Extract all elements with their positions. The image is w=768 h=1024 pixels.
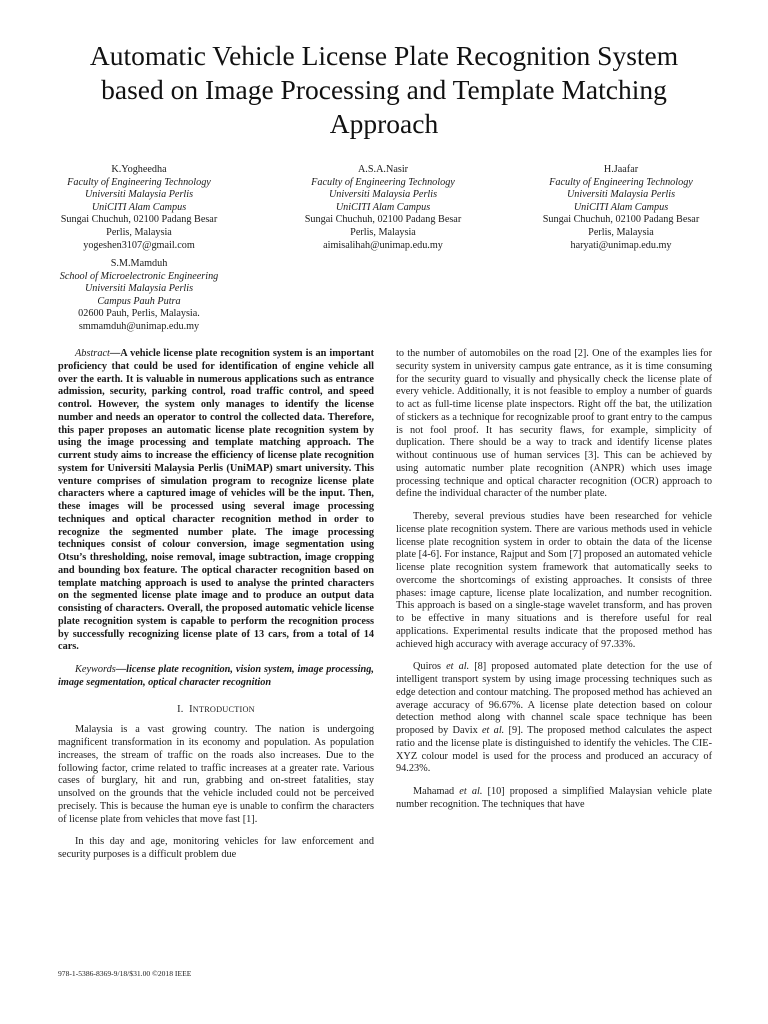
author-address: Perlis, Malaysia: [588, 226, 654, 238]
body-paragraph-previous-studies: Thereby, several previous studies have been researched for vehicle license plate recognition system. There are various methods used in vehicle license plate recognition system in order to obtain the data of the license plate [4-6]. For instance, Rajput and Som [7] proposed an automated vehicle license plate recognition system framework that automatically seeks to overcome the shortcomings of existing approaches. It consists of three phases: image capture, license plate localization, and number recognition. This approach is based on a single-stage wavelet transform, and has proven to be effective in many situations and is therefore useful for real applications. Experimental results indicate that the proposed method has achieved high accuracy with average accuracy of 97.33%.: [396, 511, 712, 650]
text-span-italic: et al.: [446, 661, 470, 673]
text-span: [8] proposed automated plate detection for the use of intelligent transport system by using image processing techniques such as edge detection and contour matching. The proposed method has achieved an average accuracy of 96.67%. A license plate detection based on colour detection method along with channel scale space technique has been proposed by Davix: [396, 661, 712, 736]
author-affiliation: Campus Pauh Putra: [97, 295, 181, 307]
text-span-italic: et al.: [481, 725, 505, 736]
text-span: Quiros: [413, 661, 447, 673]
author-affiliation: UniCITI Alam Campus: [573, 201, 669, 213]
keywords-lead: Keywords: [75, 664, 116, 675]
author-name: S.M.Mamduh: [110, 258, 168, 269]
section-title-rest: NTRODUCTION: [192, 704, 255, 714]
author-address: Sungai Chuchuh, 02100 Padang Besar: [304, 214, 462, 226]
text-span: Mahamad: [413, 786, 460, 797]
author-affiliation: Universiti Malaysia Perlis: [84, 189, 194, 201]
text-span: [10] proposed a simplified Malaysian vehicle plate number recognition. The techniques that have: [396, 786, 712, 810]
author-affiliation: Universiti Malaysia Perlis: [566, 189, 676, 201]
abstract-lead: Abstract: [75, 348, 110, 359]
keywords-body: —license plate recognition, vision system, image processing, image segmentation, optical character recognition: [58, 664, 374, 688]
author-name: H.Jaafar: [603, 164, 639, 175]
author-email: haryati@unimap.edu.my: [570, 239, 672, 251]
text-span: [9]. The proposed method calculates the aspect ratio and the license plate is distinguished to identify the vehicles. The CIE-XYZ colour model is used for the process and produced an accuracy of 94.23%.: [396, 725, 713, 775]
section-heading-introduction: [58, 704, 374, 717]
author-address: Perlis, Malaysia: [350, 226, 416, 238]
intro-paragraph-1: Malaysia is a vast growing country. The nation is undergoing magnificent transformation in its economy and population. As population increases, the stream of traffic on the roads also increases. Due to the following factor, crime related to traffic increases at a greater rate. Various cases of burglary, hit and run, grabbing and on-street fatalities, stay unsolved on the grounds that the vehicle included could not be perceived precisely. This is because the human eye is unable to confirm the characters of license plate from vehicles that move fast [1].: [58, 724, 374, 825]
author-address: Sungai Chuchuh, 02100 Padang Besar: [60, 214, 218, 226]
author-block-1: [38, 164, 240, 252]
author-address: Sungai Chuchuh, 02100 Padang Besar: [542, 214, 700, 226]
intro-paragraph-2: In this day and age, monitoring vehicles for law enforcement and security purposes is a difficult problem due: [58, 836, 374, 860]
author-affiliation: Universiti Malaysia Perlis: [84, 283, 194, 295]
body-paragraph-mahamad: [396, 786, 712, 812]
right-column: [396, 348, 712, 812]
paper-title: Automatic Vehicle License Plate Recognition System based on Image Processing and Template Matching Approach: [89, 40, 679, 139]
author-block-4: [38, 258, 240, 334]
copyright-footer: 978-1-5386-8369-9/18/$31.00 ©2018 IEEE: [58, 969, 192, 978]
keywords: [58, 664, 374, 690]
author-affiliation: Faculty of Engineering Technology: [67, 176, 211, 188]
author-affiliation: Faculty of Engineering Technology: [311, 176, 455, 188]
author-name: A.S.A.Nasir: [357, 164, 409, 175]
author-affiliation: UniCITI Alam Campus: [91, 201, 187, 213]
abstract: [58, 348, 374, 654]
abstract-body: —A vehicle license plate recognition system is an important proficiency that could be used for identification of engine vehicle all over the earth. It is valuable in numerous applications such as entrance admission, security, parking control, road traffic control, and speed control. However, the system only manages to identify the license number and needs an operator to control the collected data. Therefore, this paper proposes an automatic license plate recognition system by using the image processing and template matching approach. The current study aims to increase the efficiency of license plate recognition system for Universiti Malaysia Perlis (UniMAP) smart university. This venture comprises of simulation program to recognize license plate characters where a captured image of vehicles will be the input. Then, these images will be processed using several image processing techniques and optical character recognition method in order to recognize the segmented number plate. The image processing techniques consist of colour conversion, image segmentation using Otsu’s thresholding, noise removal, image subtraction, image cropping and bounding box feature. The optical character recognition based on template matching approach is used to analyse the printed characters on the segmented license plate image and to produce an output data consisting of characters. Overall, the proposed automatic vehicle license plate recognition system is capable to perform the recognition process by successfully recognizing license plate of 13 cars, from a total of 14 cars.: [58, 348, 374, 653]
author-affiliation: Universiti Malaysia Perlis: [328, 189, 438, 201]
left-column: [58, 348, 374, 862]
section-first-letter: I: [189, 703, 193, 715]
author-email: smmamduh@unimap.edu.my: [78, 320, 200, 332]
author-block-3: [520, 164, 722, 252]
section-number: I.: [177, 703, 184, 715]
author-block-2: [273, 164, 493, 252]
body-paragraph-continued: to the number of automobiles on the road [2]. One of the examples lies for security system in university campus gate entrance, as it is time consuming for the security guard to visually and physically check the license plate of every vehicle. Additionally, it is not feasible to employ a number of guards to act as full-time license plate inspectors. Right off the bat, the utilization of stickers as a technique for recognizable proof to grant entry to the campus is not fool proof. It has security flaws, for example, simplicity of duplication. There should be a way to track and identify license plates without continuous use of human services [3]. This can be achieved by using automatic number plate recognition (ANPR) which uses image processing technique and optical character recognition (OCR) approach to define the individual character of the number plate.: [396, 348, 712, 500]
body-paragraph-quiros: [396, 661, 712, 776]
author-affiliation: School of Microelectronic Engineering: [59, 270, 219, 282]
author-address: 02600 Pauh, Perlis, Malaysia.: [78, 308, 200, 320]
author-address: Perlis, Malaysia: [106, 226, 172, 238]
author-email: yogeshen3107@gmail.com: [83, 239, 195, 251]
text-span-italic: et al.: [459, 786, 483, 797]
author-affiliation: Faculty of Engineering Technology: [549, 176, 693, 188]
author-email: aimisalihah@unimap.edu.my: [323, 239, 443, 251]
author-affiliation: UniCITI Alam Campus: [335, 201, 431, 213]
author-name: K.Yogheedha: [111, 164, 167, 175]
